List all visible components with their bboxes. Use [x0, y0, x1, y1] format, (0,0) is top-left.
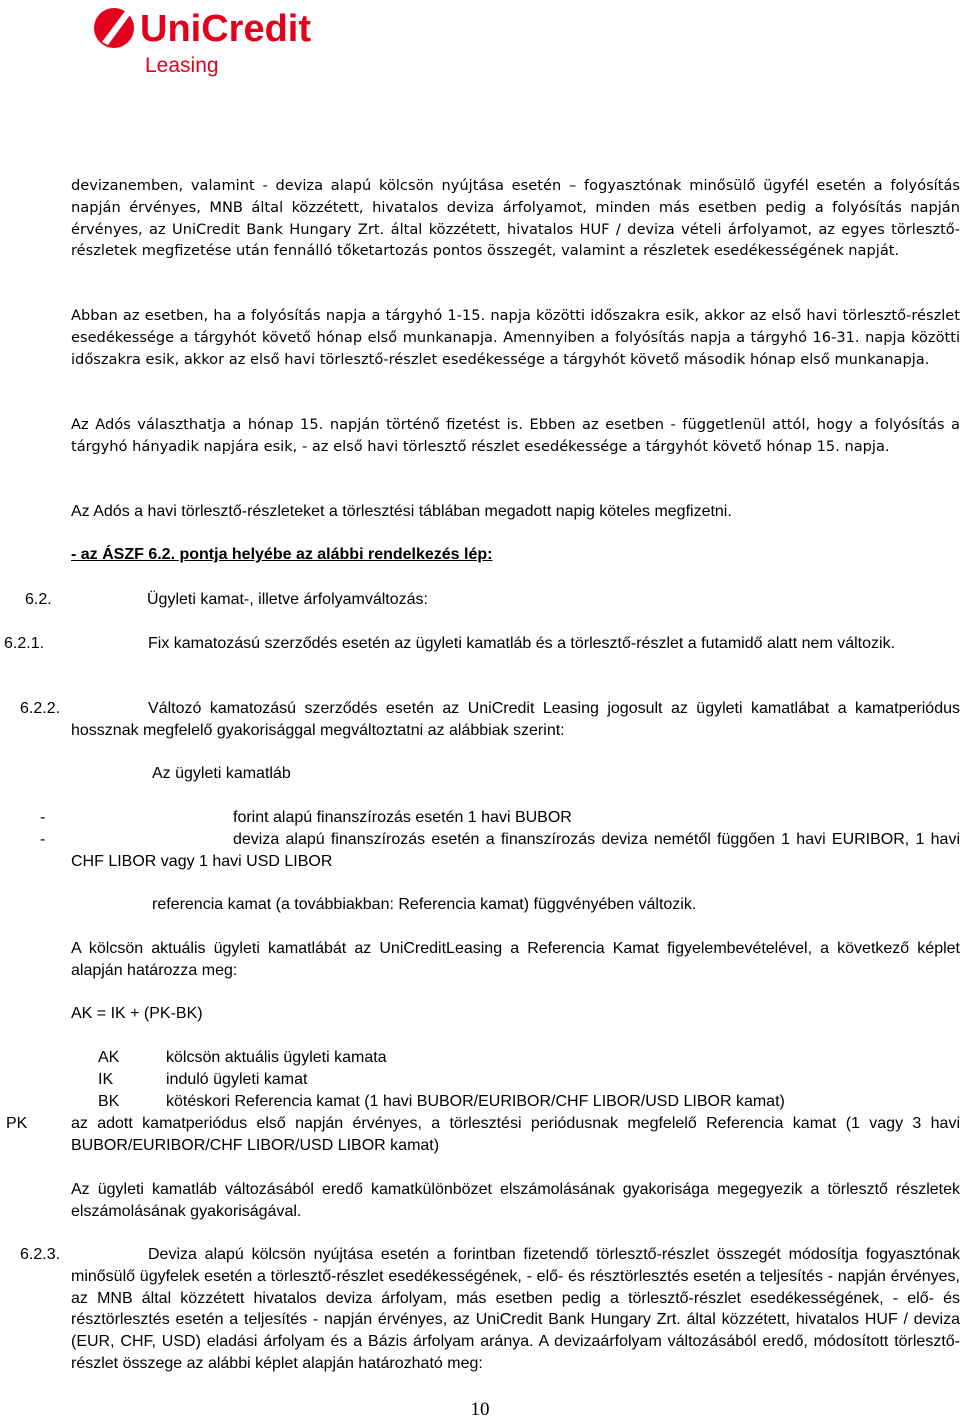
definition-text: induló ügyleti kamat [166, 1071, 308, 1088]
definition-text: kötéskori Referencia kamat (1 havi BUBOR/EURIBOR/CHF LIBOR/USD LIBOR kamat) [166, 1093, 785, 1110]
paragraph-esedekesseg: Abban az esetben, ha a folyósítás napja a tárgyhó 1-15. napja közötti időszakra esik, akkor az első havi törlesztő-részlet esedékessége a tárgyhót követő hónap első munkanapja. Amennyiben a folyósítás napja a tárgyhó 16-31. napja közötti időszakra esik, akkor az első havi törlesztő-részlet esedékessége a tárgyhót követő második hónap első munkanapja. [71, 307, 960, 368]
definition-term: BK [98, 1093, 120, 1110]
bullet-dash: - [40, 831, 46, 848]
section-6-2-1-number: 6.2.1. [4, 635, 45, 652]
unicredit-emblem-icon [94, 8, 134, 48]
definition-pk-text: az adott kamatperiódus első napján érvényes, a törlesztési periódusnak megfelelő Referencia kamat (1 vagy 3 havi BUBOR/EURIBOR/CHF LIBOR/USD LIBOR kamat) [71, 1115, 960, 1154]
formula: AK = IK + (PK-BK) [71, 1005, 203, 1022]
referencia-kamat-text: referencia kamat (a továbbiakban: Referencia kamat) függvényében változik. [152, 896, 697, 913]
definition-text: kölcsön aktuális ügyleti kamata [166, 1049, 387, 1066]
brand-sub: Leasing [145, 54, 219, 77]
paragraph-torlesztesi-tabla: Az Adós a havi törlesztő-részleteket a törlesztési táblában megadott napig köteles megfizetni. [71, 503, 732, 520]
bullet-deviza: deviza alapú finanszírozás esetén a finanszírozás deviza nemétől függően 1 havi EURIBOR, 1 havi CHF LIBOR vagy 1 havi USD LIBOR [71, 831, 960, 870]
paragraph-aktualis-kamatlab: A kölcsön aktuális ügyleti kamatlábát az UniCreditLeasing a Referencia Kamat figyelembevételével, a következő képlet alapján határozza meg: [71, 940, 960, 979]
section-6-2-title: Ügyleti kamat-, illetve árfolyamváltozás: [147, 591, 428, 608]
bullet-dash: - [40, 809, 46, 826]
brand-name: UniCredit [140, 8, 311, 50]
paragraph-honap-15: Az Adós választhatja a hónap 15. napján történő fizetést is. Ebben az esetben - függetlenül attól, hogy a folyósítás a tárgyhó hányadik napjára esik, - az első havi törlesztő részlet esedékessége a tárgyhót követő hónap 15. napja. [71, 416, 960, 455]
aszf-heading: - az ÁSZF 6.2. pontja helyébe az alábbi rendelkezés lép: [71, 546, 493, 563]
section-6-2-1-text: Fix kamatozású szerződés esetén az ügyleti kamatláb és a törlesztő-részlet a futamidő alatt nem változik. [148, 635, 896, 652]
section-6-2-2-number: 6.2.2. [20, 700, 61, 717]
definition-term: PK [6, 1115, 28, 1132]
section-6-2-3-number: 6.2.3. [20, 1246, 61, 1263]
unicredit-leasing-logo [92, 4, 332, 80]
bullet-bubor: forint alapú finanszírozás esetén 1 havi BUBOR [233, 809, 572, 826]
section-6-2-2-text: Változó kamatozású szerződés esetén az UniCredit Leasing jogosult az ügyleti kamatlábat a kamatperiódus hossznak megfelelő gyakorisággal megváltoztatni az alábbiak szerint: [71, 700, 960, 739]
section-6-2-3-text: Deviza alapú kölcsön nyújtása esetén a forintban fizetendő törlesztő-részlet összegét módosítja fogyasztónak minősülő ügyfelek esetén a törlesztő-részlet esedékességének, - elő- és résztörlesztés esetén a teljesítés - napján érvényes, az MNB által közzétett hivatalos deviza árfolyam, más esetben pedig a törlesztő-részlet esedékességének, - elő- és résztörlesztés esetén a teljesítés - napján érvényes, az UniCredit Bank Hungary Zrt. által közzétett, hivatalos HUF / deviza (EUR, CHF, USD) eladási árfolyam és a Bázis árfolyam aránya. A devizaárfolyam változásából eredő, módosított törlesztő-részlet összege az alábbi képlet alapján határozható meg: [71, 1246, 960, 1372]
paragraph-deviza: devizanemben, valamint - deviza alapú kölcsön nyújtása esetén – fogyasztónak minősülő ügyfél esetén a folyósítás napján érvényes, MNB által közzétett, hivatalos deviza árfolyamot, minden más esetben pedig a folyósítás napján érvényes, az UniCredit Bank Hungary Zrt. által közzétett, hivatalos HUF / deviza vételi árfolyamot, az egyes törlesztő-részletek megfizetése után fennálló tőketartozás pontos összegét, valamint a részletek esedékességének napját. [71, 177, 960, 260]
definition-term: AK [98, 1049, 120, 1066]
page-number: 10 [470, 1399, 490, 1420]
definition-term: IK [98, 1071, 114, 1088]
section-6-2-number: 6.2. [25, 591, 52, 608]
kamatlab-label: Az ügyleti kamatláb [152, 765, 291, 782]
paragraph-kamatkulonbozet: Az ügyleti kamatláb változásából eredő kamatkülönbözet elszámolásának gyakorisága megegyezik a törlesztő részletek elszámolásának gyakoriságával. [71, 1181, 960, 1220]
